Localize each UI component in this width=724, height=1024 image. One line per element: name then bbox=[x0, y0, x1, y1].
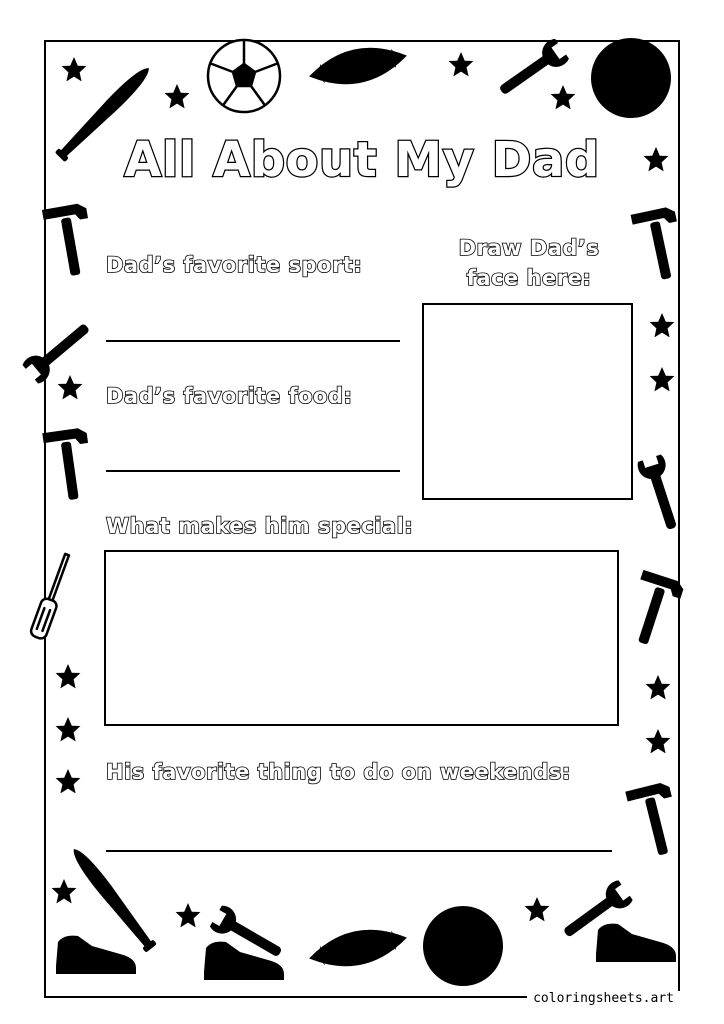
wrench-icon bbox=[493, 37, 570, 102]
hammer-icon bbox=[42, 427, 95, 502]
star-icon bbox=[650, 367, 675, 391]
what-makes-special-box[interactable] bbox=[104, 550, 619, 726]
star-icon bbox=[58, 375, 83, 399]
star-icon bbox=[525, 897, 550, 921]
star-icon bbox=[52, 879, 77, 903]
star-icon bbox=[56, 769, 81, 793]
weekends-label: His favorite thing to do on weekends: bbox=[106, 760, 571, 784]
hammer-icon bbox=[631, 206, 689, 284]
basketball-icon bbox=[591, 38, 671, 118]
star-icon bbox=[646, 675, 671, 699]
sneaker-icon bbox=[56, 936, 136, 974]
favorite-sport-label: Dad’s favorite sport: bbox=[106, 253, 363, 277]
basketball-icon bbox=[423, 906, 503, 986]
star-icon bbox=[551, 85, 576, 109]
draw-face-box[interactable] bbox=[422, 303, 633, 500]
star-icon bbox=[62, 57, 87, 81]
wrench-icon bbox=[21, 316, 96, 385]
soccer-ball-icon bbox=[208, 40, 280, 112]
star-icon bbox=[650, 313, 675, 337]
screwdriver-icon bbox=[29, 552, 74, 640]
football-icon bbox=[306, 39, 411, 93]
star-icon bbox=[56, 664, 81, 688]
star-icon bbox=[56, 717, 81, 741]
hammer-icon bbox=[42, 202, 97, 279]
hammer-icon bbox=[622, 570, 685, 650]
star-icon bbox=[449, 52, 474, 76]
baseball-bat-icon bbox=[68, 845, 157, 953]
worksheet-title: All About My Dad bbox=[124, 132, 600, 188]
sneaker-icon bbox=[596, 924, 676, 962]
favorite-food-answer-line[interactable] bbox=[106, 470, 400, 472]
star-icon bbox=[165, 84, 190, 108]
favorite-food-label: Dad’s favorite food: bbox=[106, 384, 353, 408]
draw-face-label-line1: Draw Dad’s bbox=[458, 236, 600, 260]
star-icon bbox=[646, 729, 671, 753]
football-icon bbox=[306, 921, 411, 975]
weekends-answer-line[interactable] bbox=[106, 850, 612, 852]
site-credit: coloringsheets.art bbox=[527, 991, 680, 1006]
what-makes-special-label: What makes him special: bbox=[106, 514, 414, 538]
favorite-sport-answer-line[interactable] bbox=[106, 340, 400, 342]
wrench-icon bbox=[636, 454, 685, 533]
star-icon bbox=[176, 903, 201, 927]
hammer-icon bbox=[625, 781, 685, 860]
draw-face-label-line2: face here: bbox=[466, 266, 592, 290]
